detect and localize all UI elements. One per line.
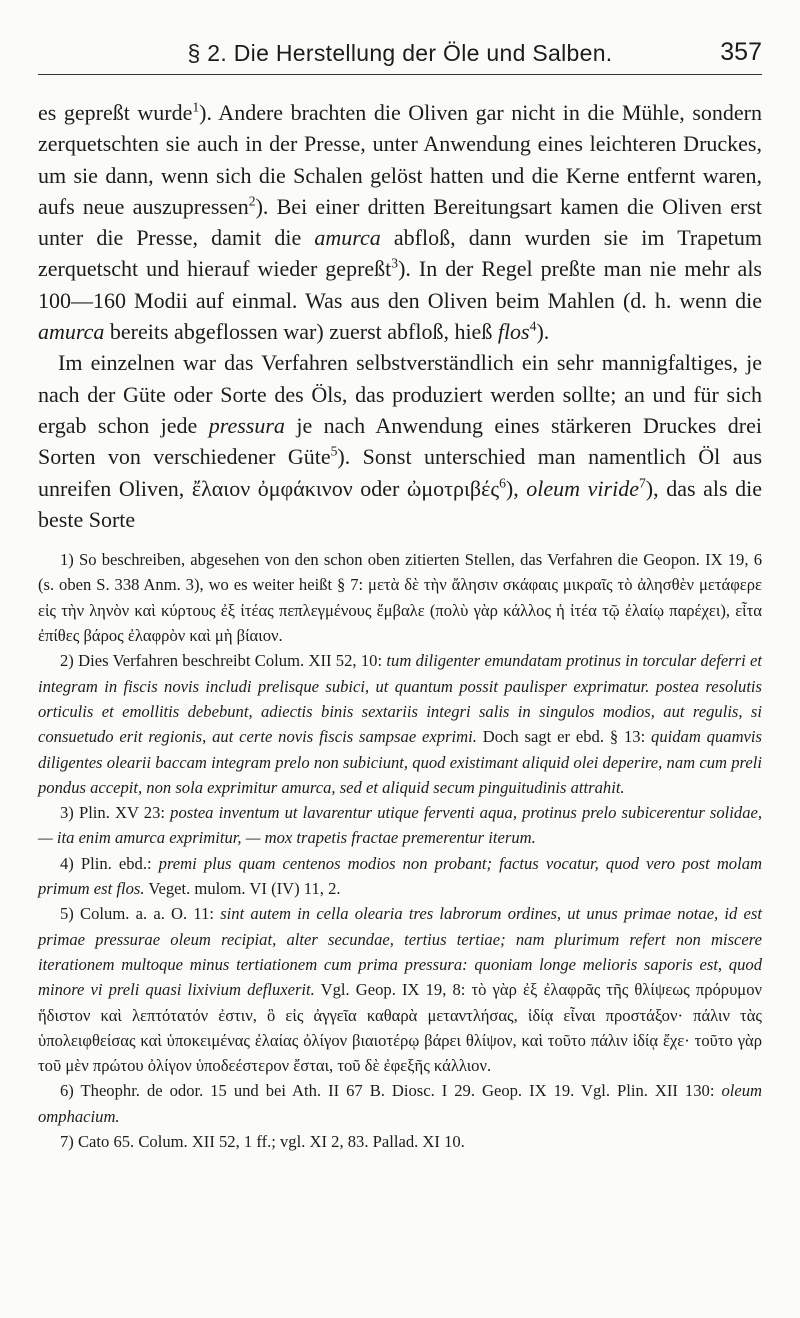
paragraph-1: es gepreßt wurde$^1$). Andere brachten die Oliven gar nicht in die Mühle, sondern zerquetschten sie auch in der Presse, unter Anwendung eines leichteren Druckes, um sie dann, wenn sich die Schalen gelöst hatten und die Kerne entfernt waren, aufs neue auszupressen$^2$). Bei einer dritten Bereitungsart kamen die Oliven erst unter die Presse, damit die amurca abfloß, dann wurden sie im Trapetum zerquetscht und hierauf wieder gepreßt$^3$). In der Regel preßte man nie mehr als 100—160 Modii auf einmal. Was aus den Oliven beim Mahlen (d. h. wenn die amurca bereits abgeflossen war) zuerst abfloß, hieß flos$^4$).	[38, 99, 762, 345]
footnote-6: 6) Theophr. de odor. 15 und bei Ath. II 67 B. Diosc. I 29. Geop. IX 19. Vgl. Plin. XII 130: oleum omphacium.	[38, 1081, 762, 1126]
footnote-ref-7: 7	[638, 475, 646, 491]
footnote-ref-3: 3	[391, 256, 399, 272]
footnote-ref-6: 6	[499, 475, 506, 491]
page-number: 357	[720, 38, 762, 66]
footnote-7: 7) Cato 65. Colum. XII 52, 1 ff.; vgl. XI 2, 83. Pallad. XI 10.	[60, 1131, 465, 1151]
footnote-ref-2: 2	[248, 193, 256, 209]
footnote-1: 1) So beschreiben, abgesehen von den schon oben zitierten Stellen, das Verfahren die Geopon. IX 19, 6 (s. oben S. 338 Anm. 3), wo es weiter heißt § 7: μετὰ δὲ τὴν ἄλησιν σκάφαις μικραῖς τὸ ἀλησθὲν μετάφερε εἰς τὴν ληνὸν καὶ κύρτους ἐξ ἰτέας πεπλεγμένους ἔμβαλε (πολὺ γὰρ κάλλος ἡ ἰτέα τῷ ἐλαίῳ παρέχει), εἶτα ἐπίθες βάρος ἐλαφρὸν καὶ μὴ βίαιον.	[38, 550, 762, 646]
footnote-3: 3) Plin. XV 23: postea inventum ut lavarentur utique ferventi aqua, protinus prelo subicerentur solidae, — ita enim amurca exprimitur, — mox trapetis fractae premerentur iterum.	[38, 803, 762, 848]
paragraph-2: Im einzelnen war das Verfahren selbstverständlich ein sehr mannigfaltiges, je nach der Güte oder Sorte des Öls, das produziert werden sollte; an und für sich ergab schon jede pressura je nach Anwendung eines stärkeren Druckes drei Sorten von verschiedener Güte$^5$). Sonst unterschied man namentlich Öl aus unreifen Oliven, ἔλαιον ὀμφάκινον oder ὠμοτριβές$^6$), oleum viride$^7$), das als die beste Sorte	[38, 350, 763, 532]
footnote-5: 5) Colum. a. a. O. 11: sint autem in cella olearia tres labrorum ordines, ut unus primae notae, id est primae pressurae oleum recipiat, alter secundae, tertius tertiae; nam plurimum refert non miscere iterationem multoque minus tertiationem cum prima pressura: quoniam longe melioris saporis est, quod minore vi preli quasi lixivium defluxerit. Vgl. Geop. IX 19, 8: τὸ γὰρ ἐξ ἐλαφρᾶς τῆς θλίψεως πρόρυμον ἥδιστον καὶ λεπτότατόν ἐστιν, ὃ εἰς ἀγγεῖα καθαρὰ μεταντλήσας, ἰδίᾳ εἶναι προστάξον· πάλιν τὰς ὑπολειφθείσας καὶ ὑποκειμένας ἐλαίας ὀλίγον βιαιοτέρῳ βάρει θλίψον, καὶ τοῦτο πάλιν ἰδίᾳ ἔχε· τοῦτο γὰρ τοῦ μὲν πρώτου ὀλίγον ὑποδεέστερον ἔσται, τοῦ δὲ ἐφεξῆς κάλλιον.	[38, 904, 762, 1076]
footnote-ref-5: 5	[330, 443, 338, 459]
footnote-ref-1: 1	[192, 99, 200, 115]
header-rule	[38, 74, 762, 75]
footnote-ref-4: 4	[529, 318, 537, 334]
main-text	[38, 97, 762, 535]
footnote-4: 4) Plin. ebd.: premi plus quam centenos modios non probant; factus vocatur, quod vero post molam primum est flos. Veget. mulom. VI (IV) 11, 2.	[38, 853, 762, 899]
footnotes	[38, 547, 762, 1154]
section-title: § 2. Die Herstellung der Öle und Salben.	[187, 40, 613, 66]
footnote-2: 2) Dies Verfahren beschreibt Colum. XII 52, 10: tum diligenter emundatam protinus in torcular deferri et integram in fiscis novis includi prelisque subici, ut quantum possit paulisper exprimatur. postea resolutis orticulis et emollitis debebunt, adiectis binis sextariis integri salis in singulos modios, aut regulis, si consuetudo erit regionis, aut certe novis fiscis sampsae exprimi. Doch sagt er ebd. § 13: quidam quamvis diligentes olearii baccam integram prelo non subiciunt, quod existimant aliquid olei deperire, nam cum preli pondus accepit, non sola exprimitur amurca, sed et aliquid secum pinguitudinis attrahit.	[38, 651, 762, 797]
running-header	[38, 28, 762, 68]
